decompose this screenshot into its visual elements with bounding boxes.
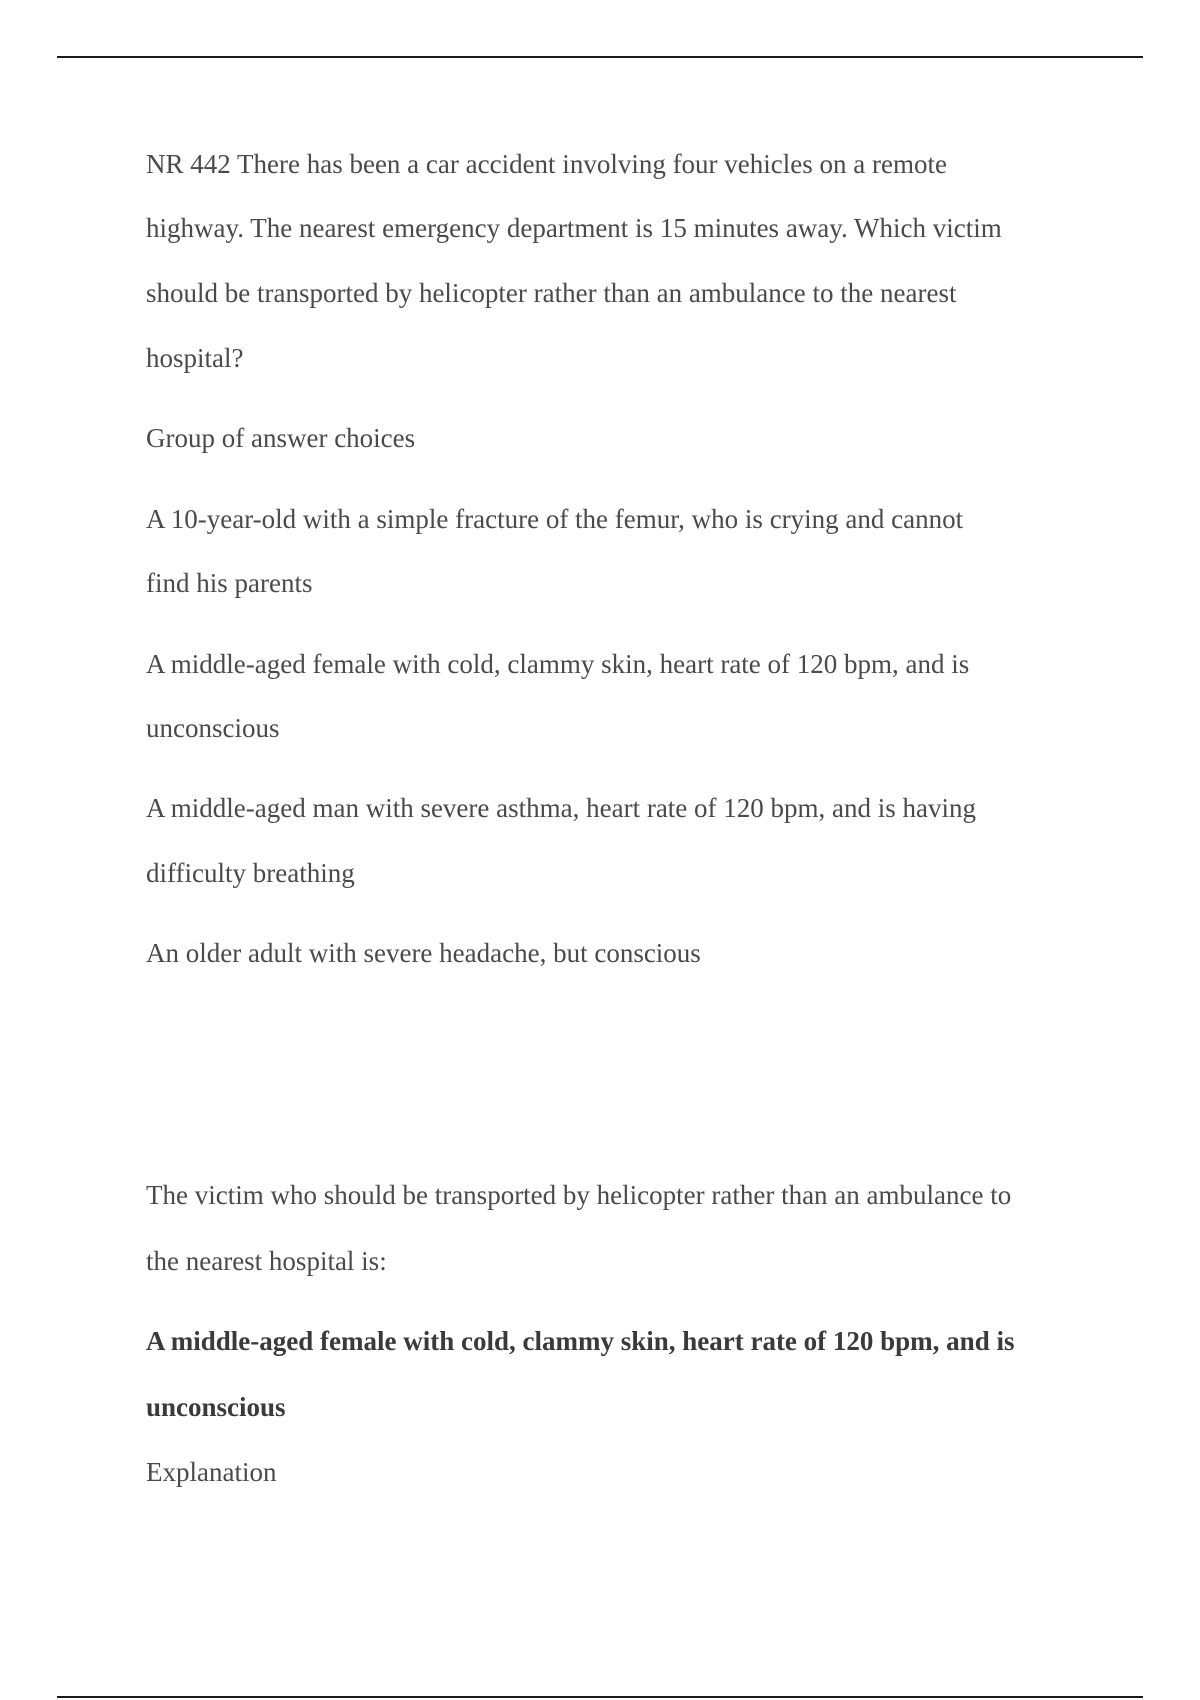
question-line: NR 442 There has been a car accident involving four vehicles on a remote xyxy=(146,149,947,179)
choice-line: difficulty breathing xyxy=(146,858,355,888)
correct-answer-line: unconscious xyxy=(146,1392,286,1422)
choice-line: A middle-aged female with cold, clammy skin, heart rate of 120 bpm, and is xyxy=(146,649,970,679)
choice-line: unconscious xyxy=(146,713,280,743)
question-line: should be transported by helicopter rather than an ambulance to the nearest xyxy=(146,278,957,308)
answer-intro-line: the nearest hospital is: xyxy=(146,1246,387,1276)
choice-line: An older adult with severe headache, but conscious xyxy=(146,938,701,968)
choice-line: A 10-year-old with a simple fracture of the femur, who is crying and cannot xyxy=(146,504,964,534)
question-line: hospital? xyxy=(146,343,244,373)
top-rule xyxy=(57,56,1143,58)
correct-answer-line: A middle-aged female with cold, clammy skin, heart rate of 120 bpm, and is xyxy=(146,1326,1015,1356)
choice-line: find his parents xyxy=(146,568,313,598)
explanation-heading: Explanation xyxy=(146,1457,277,1487)
question-line: highway. The nearest emergency department is 15 minutes away. Which victim xyxy=(146,213,1002,243)
choice-line: A middle-aged man with severe asthma, heart rate of 120 bpm, and is having xyxy=(146,793,977,823)
bottom-rule xyxy=(57,1696,1143,1698)
answer-intro-line: The victim who should be transported by helicopter rather than an ambulance to xyxy=(146,1180,1012,1210)
choices-label: Group of answer choices xyxy=(146,423,416,453)
